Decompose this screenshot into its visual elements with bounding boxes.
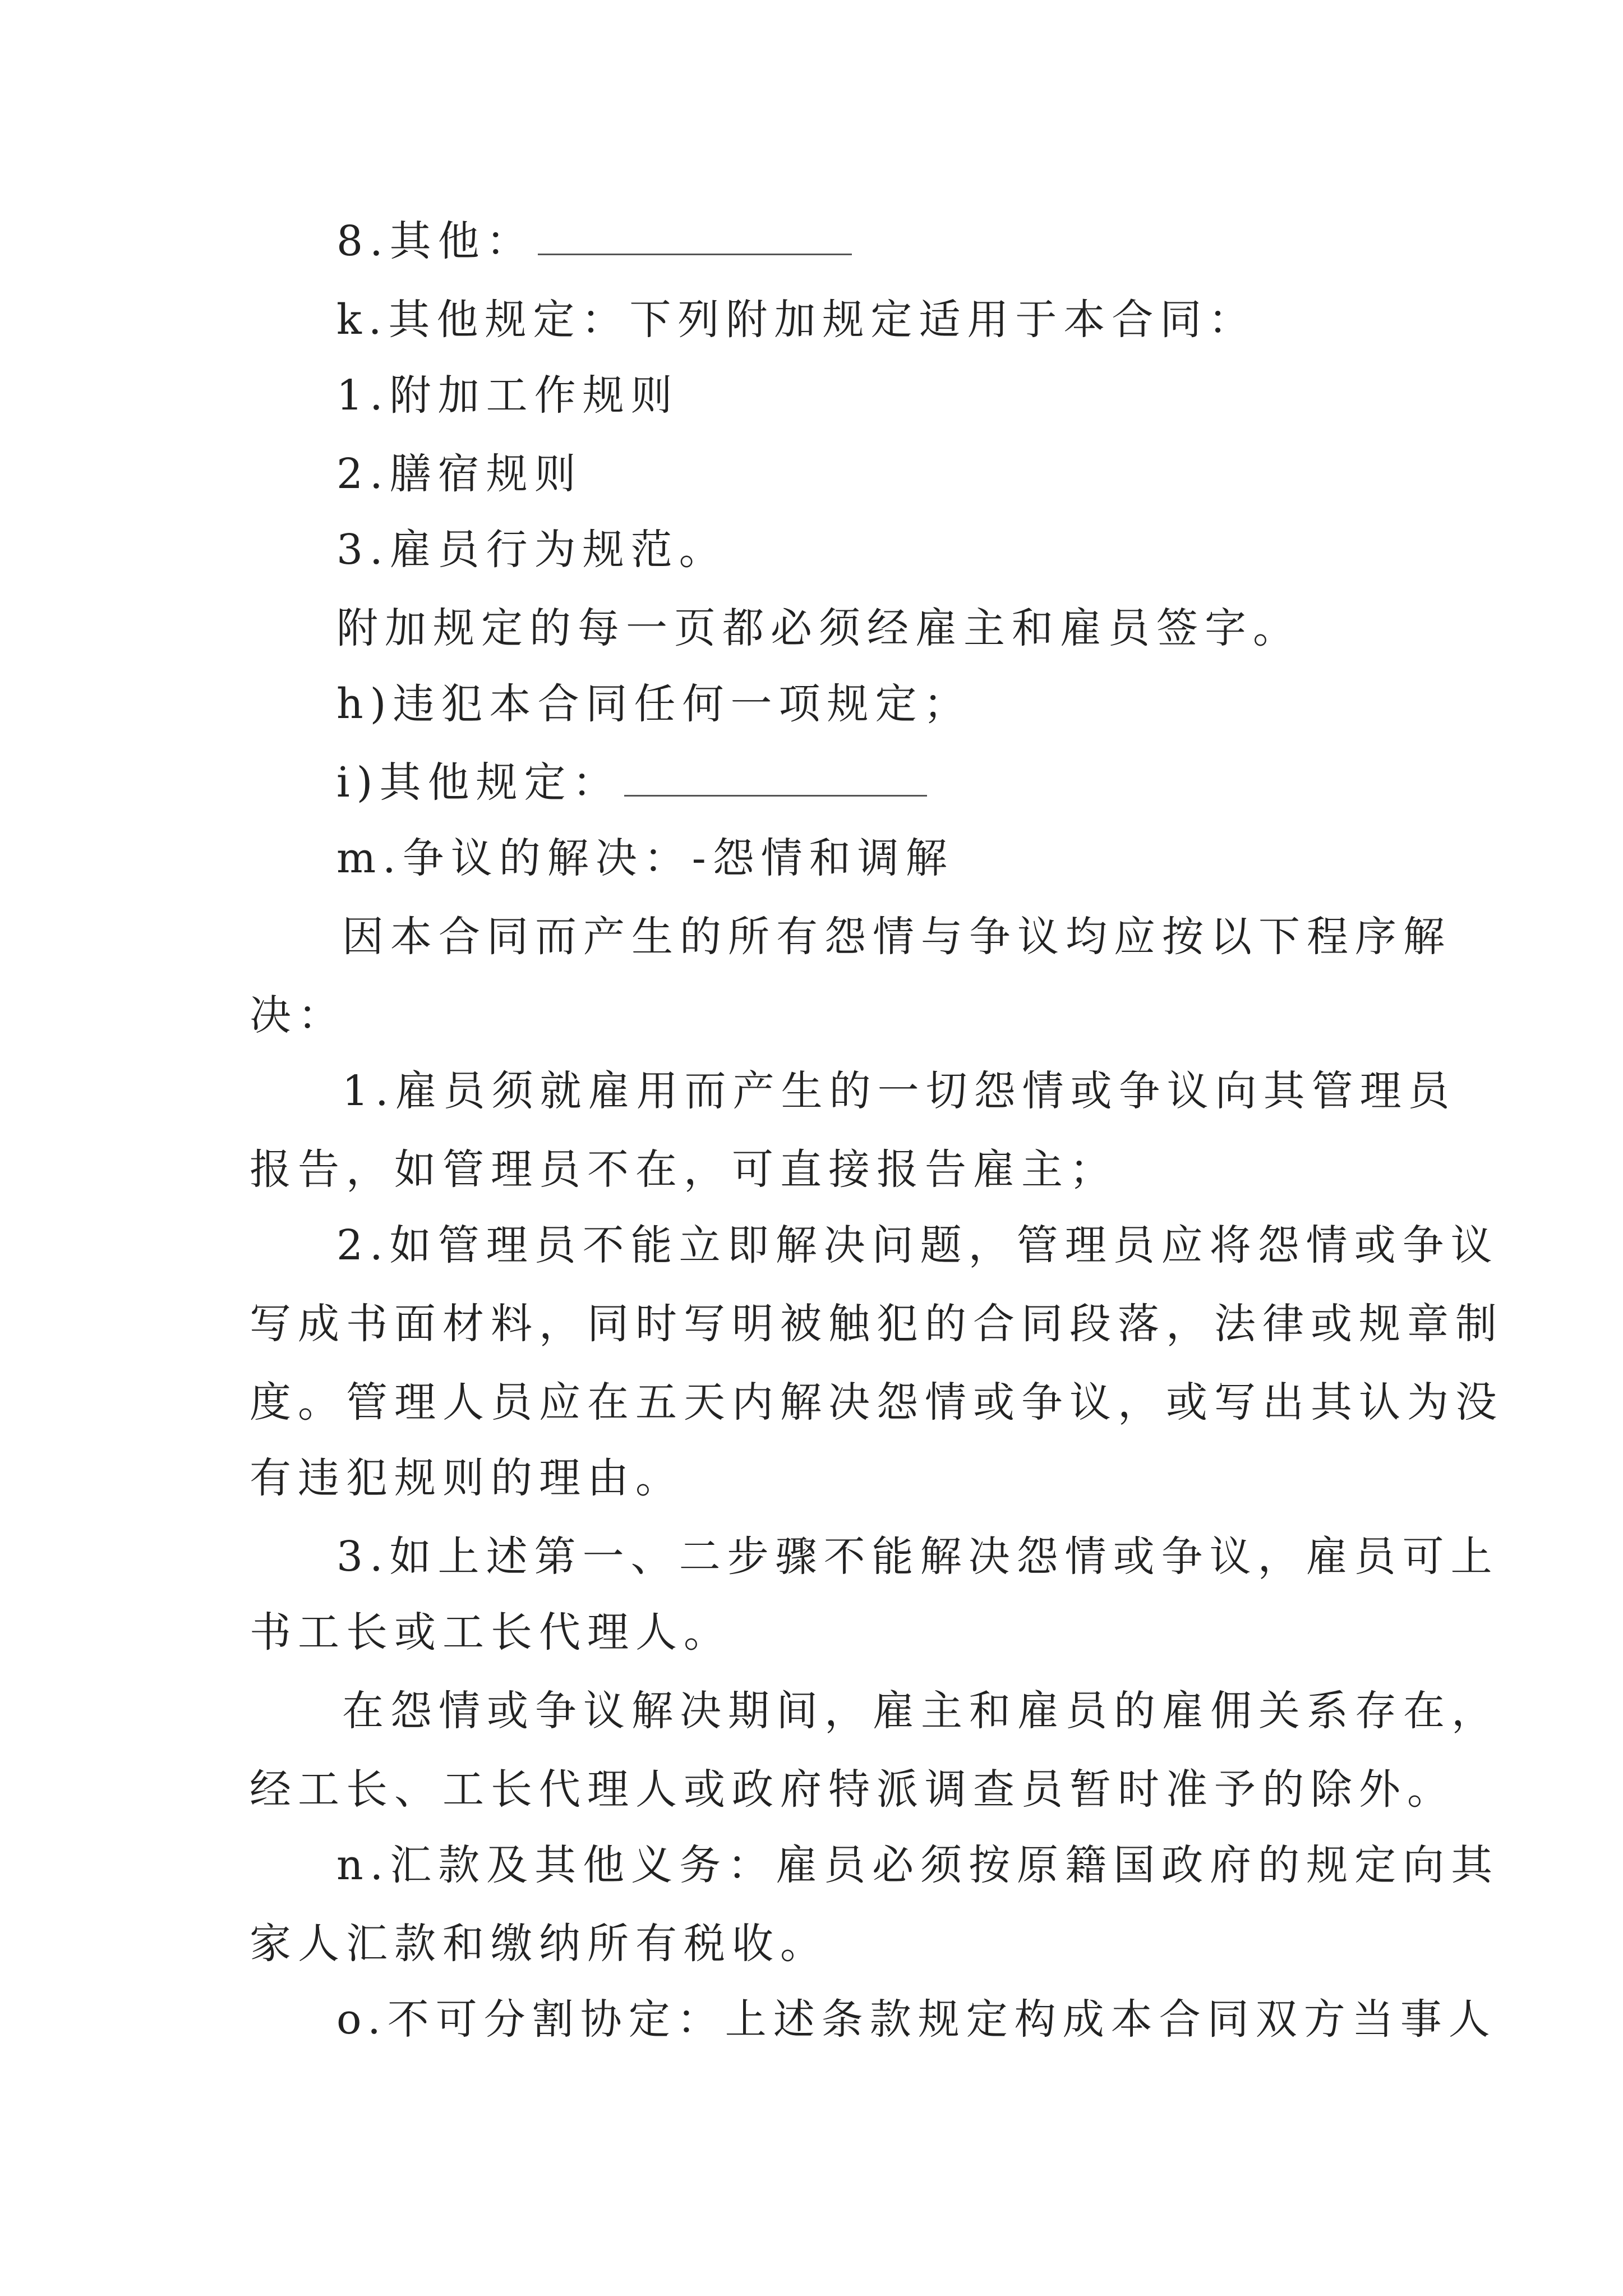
section-k-heading: k.其他规定：下列附加规定适用于本合同： [336,296,1257,344]
section-o-line-1: o.不可分割协定：上述条款规定构成本合同双方当事人 [336,1995,1497,2044]
step-3-line-1: 3.如上述第一、二步骤不能解决怨情或争议，雇员可上 [336,1533,1499,1581]
step-1-line-2: 报告，如管理员不在，可直接报告雇主； [250,1145,1118,1194]
item-i-blank-line [624,760,927,797]
section-n-line-2: 家人汇款和缴纳所有税收。 [250,1920,828,1968]
step-1-line-1: 1.雇员须就雇用而产生的一切怨情或争议向其管理员 [342,1067,1456,1115]
section-k-item-2: 2.膳宿规则 [336,450,583,498]
section-k-item-1: 1.附加工作规则 [336,371,679,420]
section-m-intro-line-1: 因本合同而产生的所有怨情与争议均应按以下程序解 [342,913,1451,961]
item-i-other-text: i)其他规定： [336,758,621,807]
item-8-other-text: 8.其他： [336,217,534,265]
section-m-intro-line-2: 决： [250,991,346,1039]
item-h-violation: h)违犯本合同任何一项规定； [336,680,972,728]
section-n-line-1: n.汇款及其他义务：雇员必须按原籍国政府的规定向其 [336,1841,1500,1889]
section-k-signature-note: 附加规定的每一页都必须经雇主和雇员签字。 [336,604,1301,652]
step-2-line-2: 写成书面材料，同时写明被触犯的合同段落，法律或规章制 [250,1300,1504,1348]
item-i-other [336,754,927,811]
step-3-line-2: 书工长或工长代理人。 [250,1608,732,1657]
step-2-line-1: 2.如管理员不能立即解决问题，管理员应将怨情或争议 [336,1221,1499,1269]
item-8-other [336,213,852,269]
section-k-item-3: 3.雇员行为规范。 [336,526,727,574]
item-8-blank-line [538,219,852,255]
step-2-line-3: 度。管理人员应在五天内解决怨情或争议，或写出其认为没 [250,1378,1504,1427]
employment-during-dispute-line-2: 经工长、工长代理人或政府特派调查员暂时准予的除外。 [250,1765,1455,1814]
section-m-heading: m.争议的解决：-怨情和调解 [336,834,954,882]
employment-during-dispute-line-1: 在怨情或争议解决期间，雇主和雇员的雇佣关系存在， [342,1687,1500,1735]
step-2-line-4: 有违犯规则的理由。 [250,1454,684,1502]
